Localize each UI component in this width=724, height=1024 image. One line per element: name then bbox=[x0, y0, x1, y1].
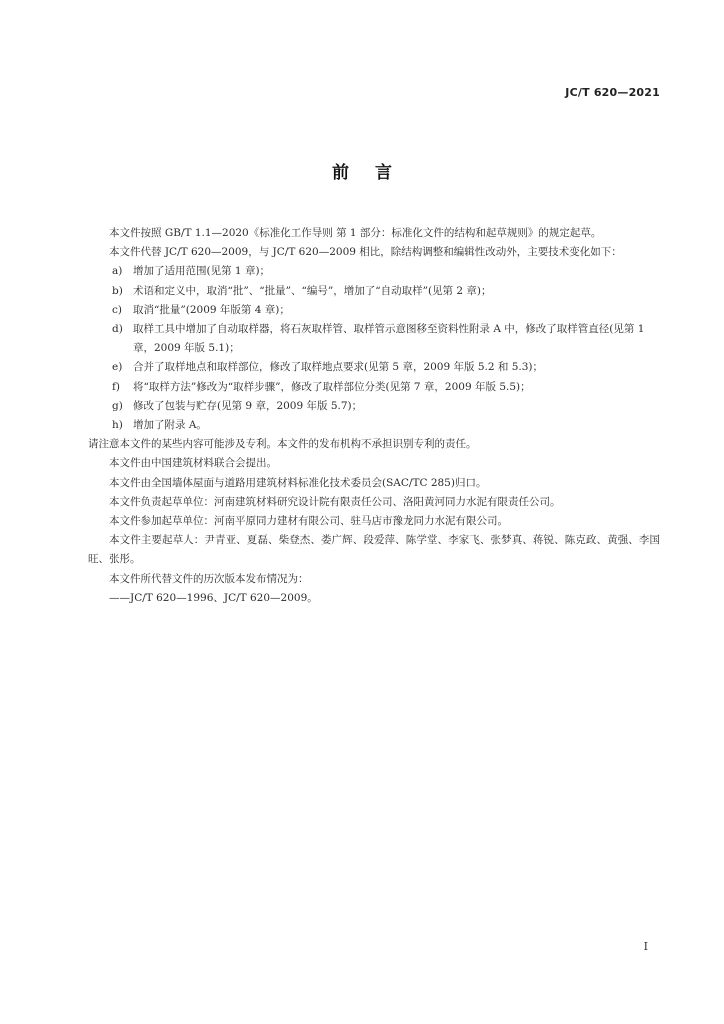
list-item-text: 合并了取样地点和取样部位，修改了取样地点要求(见第 5 章，2009 年版 5.2 和 5.3)； bbox=[133, 361, 544, 374]
page-number: I bbox=[643, 940, 648, 953]
list-item-text: 将“取样方法”修改为“取样步骤”，修改了取样部位分类(见第 7 章，2009 年版 5.5)； bbox=[133, 380, 531, 393]
list-item bbox=[88, 320, 660, 358]
list-item-label: f) bbox=[112, 380, 120, 393]
list-item bbox=[88, 282, 660, 301]
list-item bbox=[88, 416, 660, 435]
participating-drafting-units: 本文件参加起草单位：河南平原同力建材有限公司、驻马店市豫龙同力水泥有限公司。 bbox=[109, 515, 508, 528]
list-item-label: a) bbox=[112, 265, 123, 278]
main-drafters: 本文件主要起草人：尹青亚、夏磊、柴登杰、娄广辉、段爱萍、陈学堂、李家飞、张梦真、蒋锐、陈克政、黄强、李国旺、张彤。 bbox=[88, 534, 660, 566]
list-item bbox=[88, 378, 660, 397]
list-item-text: 增加了附录 A。 bbox=[133, 419, 207, 432]
list-item bbox=[88, 301, 660, 320]
list-item-label: c) bbox=[112, 303, 122, 316]
list-item-label: e) bbox=[112, 361, 123, 374]
changes-list bbox=[88, 262, 660, 435]
version-history-intro: 本文件所代替文件的历次版本发布情况为： bbox=[109, 572, 309, 585]
list-item-text: 修改了包装与贮存(见第 9 章，2009 年版 5.7)； bbox=[133, 399, 363, 412]
list-item-text: 增加了适用范围(见第 1 章)； bbox=[133, 265, 271, 278]
list-item bbox=[88, 397, 660, 416]
list-item-text: 取消“批量”(2009 年版第 4 章)； bbox=[133, 303, 290, 316]
list-item-label: b) bbox=[112, 284, 123, 297]
list-item-label: h) bbox=[112, 419, 123, 432]
list-item-text: 术语和定义中，取消“批”、“批量”、“编号”，增加了“自动取样”(见第 2 章)； bbox=[133, 284, 492, 297]
proposed-by: 本文件由中国建筑材料联合会提出。 bbox=[109, 457, 277, 470]
list-item-text: 取样工具中增加了自动取样器，将石灰取样管、取样管示意图移至资料性附录 A 中，修改了取样管直径(见第 1 章，2009 年版 5.1)； bbox=[133, 323, 645, 355]
list-item-label: d) bbox=[112, 323, 123, 336]
list-item bbox=[88, 358, 660, 377]
replacement-paragraph: 本文件代替 JC/T 620—2009，与 JC/T 620—2009 相比，除结构调整和编辑性改动外，主要技术变化如下： bbox=[109, 246, 622, 259]
version-history: ——JC/T 620—1996、JC/T 620—2009。 bbox=[109, 591, 318, 604]
patent-notice: 请注意本文件的某些内容可能涉及专利。本文件的发布机构不承担识别专利的责任。 bbox=[88, 438, 477, 451]
drafting-rules-paragraph: 本文件按照 GB/T 1.1—2020《标准化工作导则 第 1 部分：标准化文件的结构和起草规则》的规定起草。 bbox=[109, 227, 602, 239]
page-title: 前言 bbox=[332, 163, 418, 183]
list-item bbox=[88, 262, 660, 281]
list-item-label: g) bbox=[112, 399, 123, 412]
centralized-by: 本文件由全国墙体屋面与道路用建筑材料标准化技术委员会(SAC/TC 285)归口。 bbox=[109, 476, 487, 489]
foreword-body bbox=[88, 224, 660, 608]
document-code: JC/T 620—2021 bbox=[565, 86, 660, 99]
lead-drafting-units: 本文件负责起草单位：河南建筑材料研究设计院有限责任公司、洛阳黄河同力水泥有限责任公司。 bbox=[109, 495, 561, 508]
